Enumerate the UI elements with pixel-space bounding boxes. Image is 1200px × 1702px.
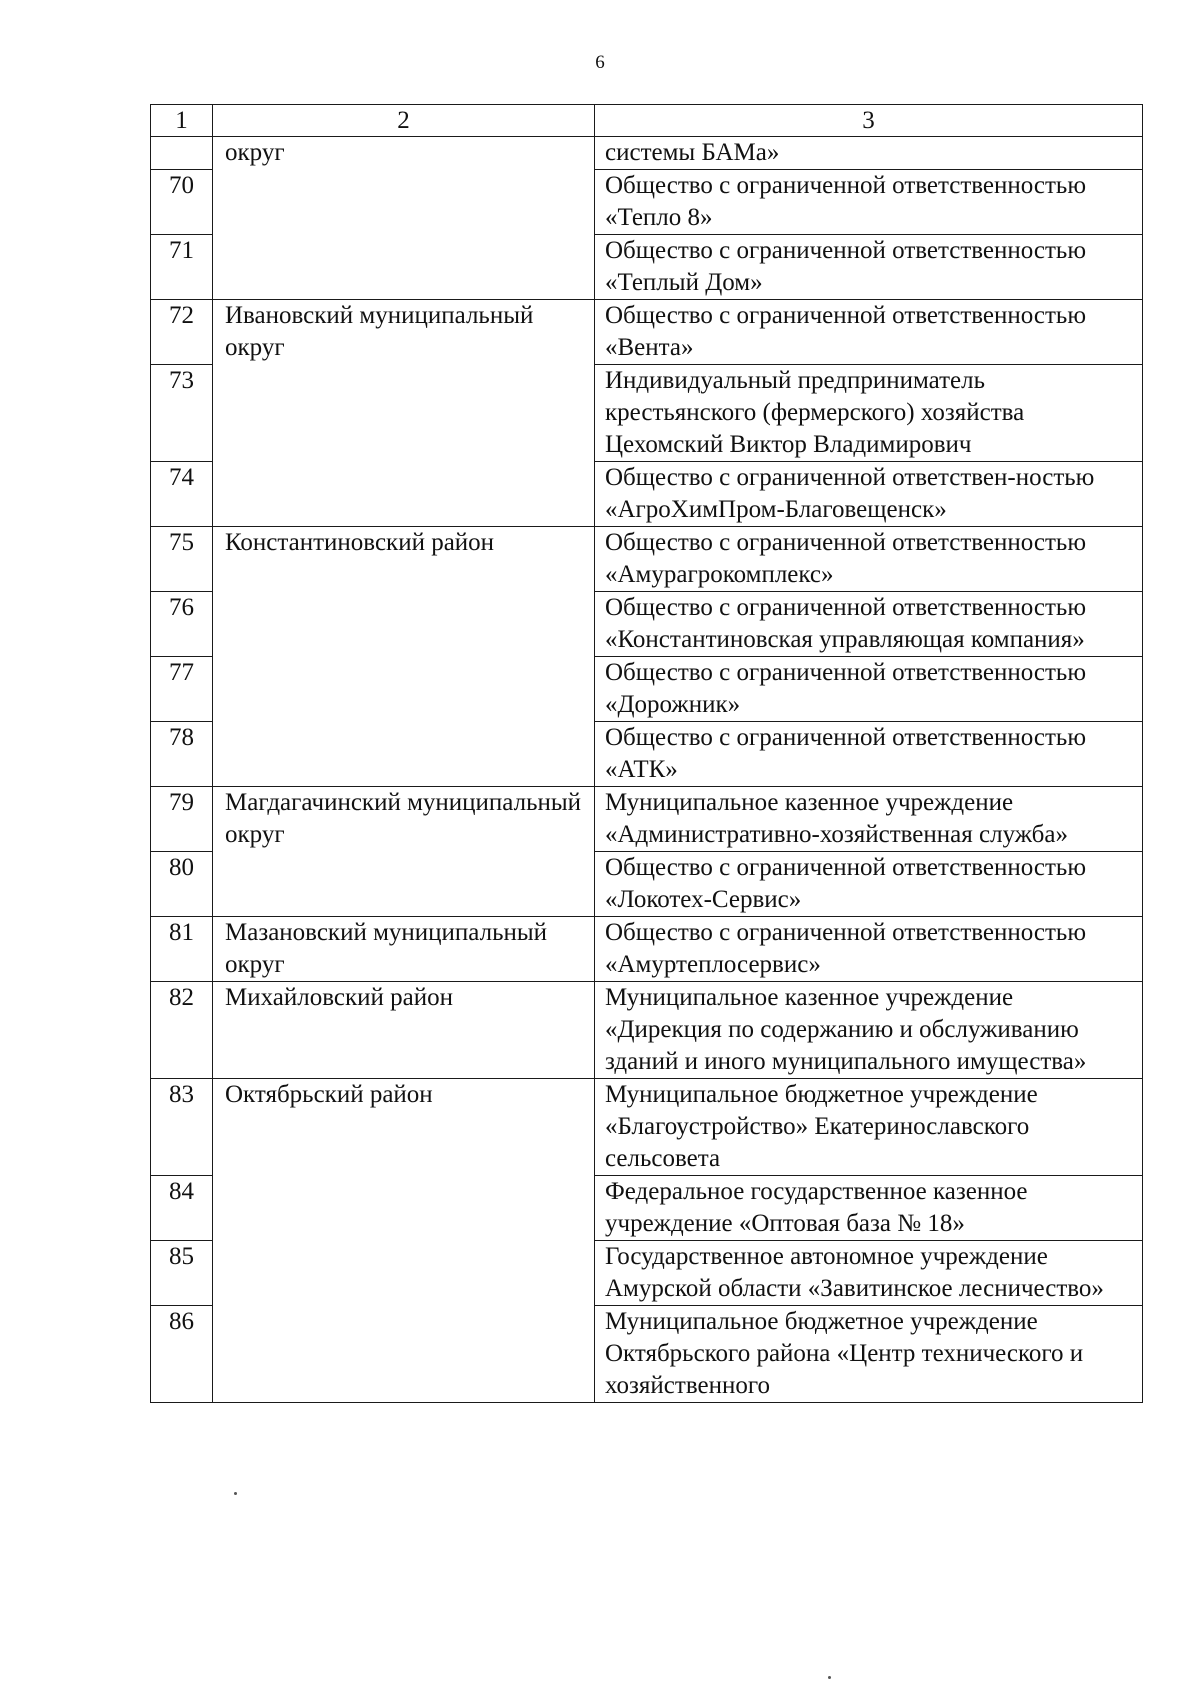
table-body (151, 137, 1143, 1403)
organization-cell: Общество с ограниченной ответственностью «Вента» (595, 300, 1143, 365)
table-row (151, 300, 1143, 365)
row-number: 82 (151, 982, 213, 1079)
header-col-2: 2 (213, 105, 595, 137)
row-number: 85 (151, 1241, 213, 1306)
organization-cell: Общество с ограниченной ответственностью «Теплый Дом» (595, 235, 1143, 300)
row-number: 86 (151, 1306, 213, 1403)
organization-cell: Муниципальное бюджетное учреждение Октябрьского района «Центр технического и хозяйственного (595, 1306, 1143, 1403)
row-number: 80 (151, 852, 213, 917)
organization-cell: Общество с ограниченной ответственностью «АТК» (595, 722, 1143, 787)
header-row (151, 105, 1143, 137)
header-col-1: 1 (151, 105, 213, 137)
organization-cell: Общество с ограниченной ответственностью «Тепло 8» (595, 170, 1143, 235)
row-number: 78 (151, 722, 213, 787)
organizations-table (150, 104, 1143, 1403)
organization-cell: Муниципальное бюджетное учреждение «Благоустройство» Екатеринославского сельсовета (595, 1079, 1143, 1176)
row-number: 73 (151, 365, 213, 462)
scan-speck (234, 1492, 237, 1495)
row-number: 79 (151, 787, 213, 852)
district-cell: Константиновский район (213, 527, 595, 787)
header-col-3: 3 (595, 105, 1143, 137)
district-cell: Октябрьский район (213, 1079, 595, 1403)
row-number: 72 (151, 300, 213, 365)
organization-cell: Общество с ограниченной ответствен-ностью «АгроХимПром-Благовещенск» (595, 462, 1143, 527)
scan-speck (828, 1676, 831, 1679)
table-header (151, 105, 1143, 137)
row-number: 81 (151, 917, 213, 982)
district-cell: Магдагачинский муниципальный округ (213, 787, 595, 917)
row-number (151, 137, 213, 170)
organization-cell: Общество с ограниченной ответственностью «Амурагрокомплекс» (595, 527, 1143, 592)
organization-cell: Индивидуальный предприниматель крестьянского (фермерского) хозяйства Цехомский Виктор Владимирович (595, 365, 1143, 462)
organization-cell: Муниципальное казенное учреждение «Дирекция по содержанию и обслуживанию зданий и иного муниципального имущества» (595, 982, 1143, 1079)
table-row (151, 787, 1143, 852)
district-cell: Михайловский район (213, 982, 595, 1079)
row-number: 76 (151, 592, 213, 657)
table-row (151, 1079, 1143, 1176)
district-cell: Мазановский муниципальный округ (213, 917, 595, 982)
row-number: 74 (151, 462, 213, 527)
organization-cell: системы БАМа» (595, 137, 1143, 170)
organization-cell: Общество с ограниченной ответственностью «Дорожник» (595, 657, 1143, 722)
organization-cell: Федеральное государственное казенное учреждение «Оптовая база № 18» (595, 1176, 1143, 1241)
row-number: 77 (151, 657, 213, 722)
organization-cell: Общество с ограниченной ответственностью «Константиновская управляющая компания» (595, 592, 1143, 657)
district-cell: округ (213, 137, 595, 300)
district-cell: Ивановский муниципальный округ (213, 300, 595, 527)
table-row (151, 137, 1143, 170)
row-number: 84 (151, 1176, 213, 1241)
row-number: 71 (151, 235, 213, 300)
organization-cell: Общество с ограниченной ответственностью «Амуртеплосервис» (595, 917, 1143, 982)
table-row (151, 982, 1143, 1079)
organization-cell: Общество с ограниченной ответственностью «Локотех-Сервис» (595, 852, 1143, 917)
page-number: 6 (595, 52, 605, 73)
table-row (151, 917, 1143, 982)
organization-cell: Государственное автономное учреждение Амурской области «Завитинское лесничество» (595, 1241, 1143, 1306)
table-row (151, 527, 1143, 592)
row-number: 83 (151, 1079, 213, 1176)
organization-cell: Муниципальное казенное учреждение «Административно-хозяйственная служба» (595, 787, 1143, 852)
row-number: 75 (151, 527, 213, 592)
row-number: 70 (151, 170, 213, 235)
